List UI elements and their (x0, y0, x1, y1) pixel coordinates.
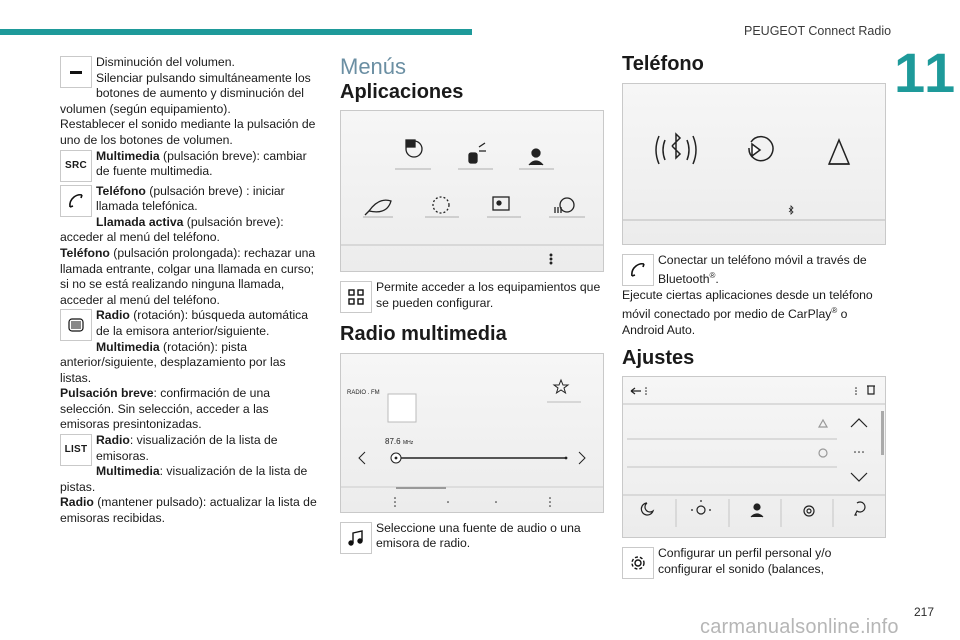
carplay-text: Ejecute ciertas aplicaciones desde un teléfono móvil conectado por medio de CarPlay (622, 287, 873, 322)
radio-screen-image (340, 353, 604, 513)
menus-heading: Menús (340, 54, 407, 79)
phone-icon (622, 254, 654, 286)
src-text: (pulsación breve): cambiar de fuente multimedia. (96, 148, 307, 179)
volume-down-entry (60, 55, 318, 149)
android-text: o Android Auto. (622, 307, 848, 338)
phone-icon (60, 185, 92, 217)
radio-entry (340, 521, 604, 556)
header-bar (0, 29, 472, 35)
radio-rotate-bold: Radio (96, 308, 130, 323)
apps-grid-icon (340, 281, 372, 313)
thumbwheel-icon (60, 309, 92, 341)
volume-line-1: Disminución del volumen. (96, 55, 235, 69)
src-icon: SRC (60, 150, 92, 182)
multimedia-rotate-text: (rotación): pista anterior/siguiente, desplazamiento por las listas. (60, 339, 286, 385)
active-call-text: (pulsación breve): acceder al menú del teléfono. (60, 214, 284, 245)
radio-unit: MHz (403, 439, 414, 446)
watermark: carmanualsonline.info (700, 616, 899, 638)
apps-heading: Aplicaciones (340, 80, 464, 103)
radio-screen-label: RADIO . FM (347, 389, 380, 396)
phone-long-text: (pulsación prolongada): rechazar una llamada entrante, colgar una llamada en curso; si no se está realizando ninguna llamada, acceder al menú del teléfono. (60, 245, 316, 307)
gear-icon (622, 547, 654, 579)
minus-icon (60, 56, 92, 88)
list-hold-text: (mantener pulsado): actualizar la lista de emisoras recibidas. (60, 495, 317, 526)
list-hold-bold: Radio (60, 495, 94, 510)
settings-text: Configurar un perfil personal y/o configurar el sonido (balances, (658, 546, 832, 576)
volume-line-3: Restablecer el sonido mediante la pulsación de uno de los botones de volumen. (60, 117, 316, 147)
phone-bt-text: Conectar un teléfono móvil a través de Bluetooth (658, 252, 867, 287)
apps-screen-image (340, 110, 604, 272)
settings-entry (622, 546, 886, 581)
phone-bt-entry: Conectar un teléfono móvil a través de Bluetooth®. Ejecute ciertas aplicaciones desde un teléfono móvil conectado por medio de CarPlay® o Android Auto. (622, 252, 873, 338)
phone-text: (pulsación breve) : iniciar llamada telefónica. (96, 183, 285, 214)
registered-mark: ® (709, 271, 716, 281)
radio-rotate-text: (rotación): búsqueda automática de la emisora anterior/siguiente. (96, 308, 309, 338)
list-bold: Radio (96, 433, 130, 448)
registered-mark-2: ® (831, 306, 838, 316)
phone-bold: Teléfono (96, 183, 146, 198)
list-multimedia-bold: Multimedia (96, 464, 160, 479)
src-bold: Multimedia (96, 148, 160, 163)
phone-screen-image (622, 83, 886, 245)
multimedia-rotate-bold: Multimedia (96, 339, 160, 354)
active-call-bold: Llamada activa (96, 214, 184, 229)
src-entry (60, 149, 318, 184)
settings-screen-image (622, 376, 886, 538)
radio-heading: Radio multimedia (340, 323, 507, 346)
phone-long-bold: Teléfono (60, 245, 110, 260)
short-press-text: : confirmación de una selección. Sin selección, acceder a las emisoras presintonizadas. (60, 386, 271, 432)
chapter-number: 11 (894, 41, 958, 104)
list-text: : visualización de la lista de emisoras. (96, 433, 278, 463)
apps-entry (340, 280, 604, 315)
short-press-bold: Pulsación breve (60, 386, 154, 401)
apps-text: Permite acceder a los equipamientos que se pueden configurar. (376, 280, 601, 310)
radio-text: Seleccione una fuente de audio o una emisora de radio. (376, 520, 581, 551)
radio-frequency: 87.6 (385, 436, 401, 446)
phone-entry (60, 184, 318, 309)
list-multimedia-text: : visualización de la lista de pistas. (60, 464, 308, 494)
radio-rotate-entry (60, 308, 318, 433)
column-middle (340, 55, 604, 556)
music-note-icon (340, 522, 372, 554)
volume-line-2: Silenciar pulsando simultáneamente los botones de aumento y disminución del volumen (según equipamiento). (60, 70, 311, 116)
column-left (60, 55, 318, 527)
settings-heading: Ajustes (622, 346, 695, 369)
list-entry (60, 433, 318, 527)
phone-heading: Teléfono (622, 53, 704, 75)
list-icon: LIST (60, 434, 92, 466)
page-number: 217 (914, 605, 935, 619)
header-title: PEUGEOT Connect Radio (744, 24, 892, 38)
column-right (622, 55, 886, 581)
